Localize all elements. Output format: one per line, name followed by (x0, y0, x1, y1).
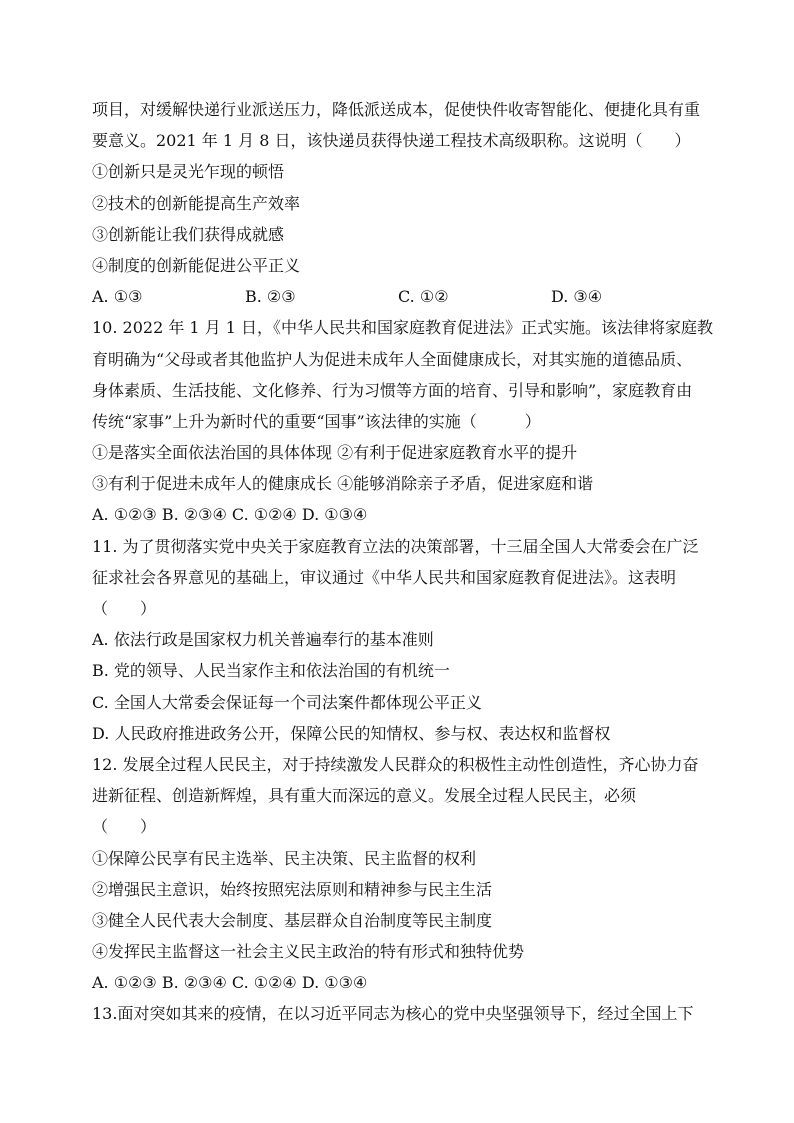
q12-statement-3: ③健全人民代表大会制度、基层群众自治制度等民主制度 (92, 910, 493, 930)
q9-option-c: C. ①② (398, 287, 449, 307)
q9-statement-2: ②技术的创新能提高生产效率 (92, 193, 301, 213)
q11-option-d: D. 人民政府推进政务公开，保障公民的知情权、参与权、表达权和监督权 (92, 723, 611, 743)
q13-line-1: 13.面对突如其来的疫情，在以习近平同志为核心的党中央坚强领导下，经过全国上下 (92, 1004, 694, 1024)
q10-line-1: 10. 2022 年 1 月 1 日，《中华人民共和国家庭教育促进法》正式实施。该法律将家庭教 (92, 318, 714, 338)
q9-line-2: 要意义。2021 年 1 月 8 日，该快递员获得快递工程技术高级职称。这说明（ ） (92, 131, 691, 151)
q9-statement-3: ③创新能让我们获得成就感 (92, 224, 285, 244)
q10-statement-2: ③有利于促进未成年人的健康成长 ④能够消除亲子矛盾，促进家庭和谐 (92, 474, 594, 494)
page-content (92, 94, 714, 1030)
q12-line-3: （ ） (92, 817, 157, 837)
q9-option-d: D. ③④ (551, 287, 603, 307)
q12-line-1: 12. 发展全过程人民民主，对于持续激发人民群众的积极性主动性创造性，齐心协力奋 (92, 754, 699, 774)
q9-line-1: 项目，对缓解快递行业派送压力，降低派送成本，促使快件收寄智能化、便捷化具有重 (92, 100, 701, 119)
q11-line-1: 11. 为了贯彻落实党中央关于家庭教育立法的决策部署，十三届全国人大常委会在广泛 (92, 536, 699, 556)
q9-statement-1: ①创新只是灵光乍现的顿悟 (92, 162, 285, 182)
q12-statement-4: ④发挥民主监督这一社会主义民主政治的特有形式和独特优势 (92, 942, 525, 962)
q9-options (92, 281, 704, 312)
q10-options: A. ①②③ B. ②③④ C. ①②④ D. ①③④ (92, 505, 368, 525)
q11-option-b: B. 党的领导、人民当家作主和依法治国的有机统一 (92, 661, 450, 681)
q12-statement-2: ②增强民主意识，始终按照宪法原则和精神参与民主生活 (92, 879, 493, 899)
q12-line-2: 进新征程、创造新辉煌，具有重大而深远的意义。发展全过程人民民主，必须 (92, 786, 637, 806)
q10-line-2: 育明确为“父母或者其他监护人为促进未成年人全面健康成长，对其实施的道德品质、 (92, 349, 693, 369)
q9-statement-4: ④制度的创新能促进公平正义 (92, 255, 301, 275)
q11-line-2: 征求社会各界意见的基础上，审议通过《中华人民共和国家庭教育促进法》。这表明 (92, 567, 677, 587)
q12-options: A. ①②③ B. ②③④ C. ①②④ D. ①③④ (92, 973, 368, 993)
q10-line-4: 传统“家事”上升为新时代的重要“国事”该法律的实施（ ） (92, 411, 541, 431)
q9-option-b: B. ②③ (245, 287, 296, 307)
q11-line-3: （ ） (92, 599, 157, 618)
q10-statement-1: ①是落实全面依法治国的具体体现 ②有利于促进家庭教育水平的提升 (92, 443, 578, 463)
q9-option-a: A. ①③ (92, 287, 143, 307)
q10-line-3: 身体素质、生活技能、文化修养、行为习惯等方面的培育、引导和影响”，家庭教育由 (92, 380, 693, 400)
q11-option-a: A. 依法行政是国家权力机关普遍奉行的基本准则 (92, 630, 434, 650)
q11-option-c: C. 全国人大常委会保证每一个司法案件都体现公平正义 (92, 692, 482, 712)
q12-statement-1: ①保障公民享有民主选举、民主决策、民主监督的权利 (92, 848, 477, 868)
